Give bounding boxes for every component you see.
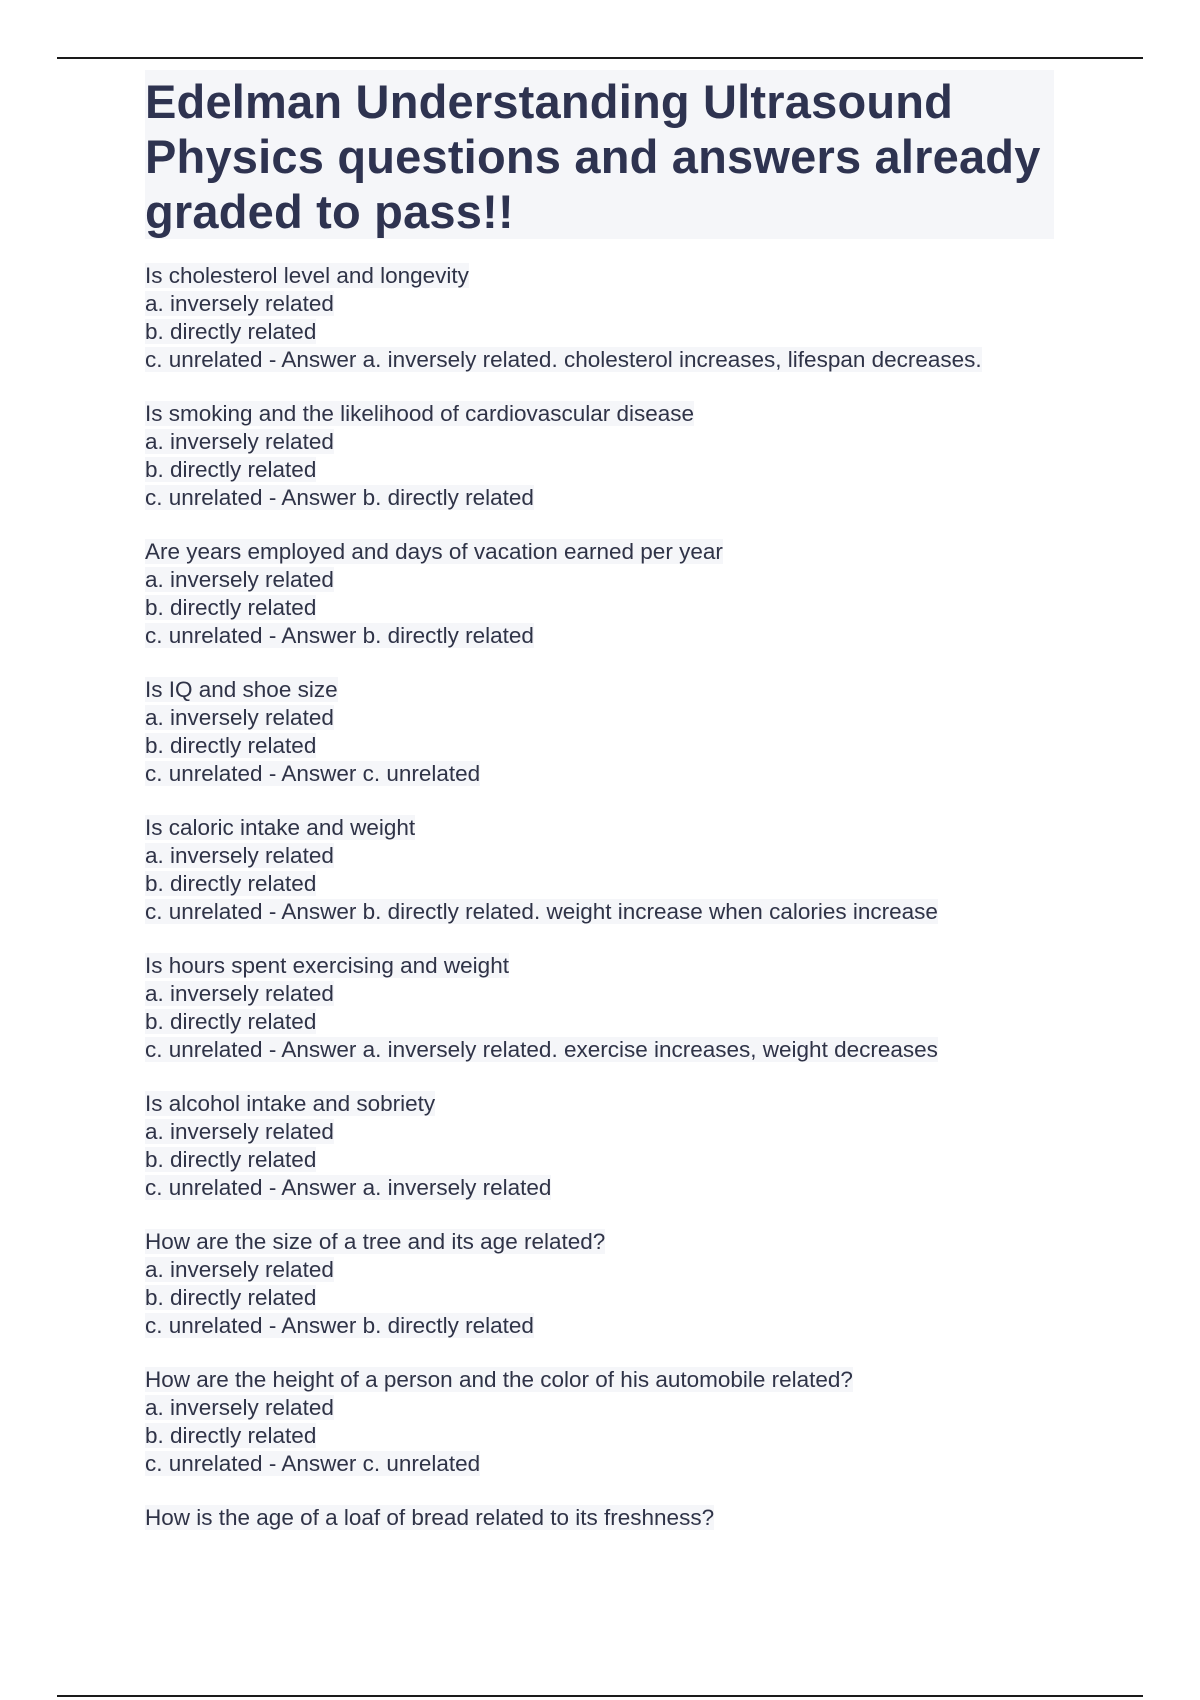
option-c-answer: c. unrelated - Answer a. inversely related. cholesterol increases, lifespan decreases. [145,347,982,372]
question-text: Are years employed and days of vacation earned per year [145,539,723,564]
option-a: a. inversely related [145,705,334,730]
question-text: Is alcohol intake and sobriety [145,1091,436,1116]
question-item [145,1228,1075,1340]
option-b: b. directly related [145,319,317,344]
top-divider [57,57,1143,59]
option-b: b. directly related [145,457,317,482]
option-a: a. inversely related [145,981,334,1006]
option-b: b. directly related [145,733,317,758]
question-item [145,400,1075,512]
question-item [145,952,1075,1064]
question-item [145,538,1075,650]
option-b: b. directly related [145,1147,317,1172]
option-c-answer: c. unrelated - Answer c. unrelated [145,1451,481,1476]
question-list [145,262,1075,1532]
option-c-answer: c. unrelated - Answer b. directly related [145,623,534,648]
question-text: Is caloric intake and weight [145,815,416,840]
question-text: How are the height of a person and the color of his automobile related? [145,1367,853,1392]
question-item [145,1504,1075,1532]
option-b: b. directly related [145,1009,317,1034]
option-a: a. inversely related [145,1395,334,1420]
option-c-answer: c. unrelated - Answer a. inversely related. exercise increases, weight decreases [145,1037,938,1062]
question-text: Is hours spent exercising and weight [145,953,509,978]
question-text: How are the size of a tree and its age related? [145,1229,606,1254]
option-a: a. inversely related [145,291,334,316]
document-body [145,70,1075,1558]
option-b: b. directly related [145,1285,317,1310]
option-c-answer: c. unrelated - Answer b. directly related [145,1313,534,1338]
option-b: b. directly related [145,1423,317,1448]
question-text: How is the age of a loaf of bread related to its freshness? [145,1505,715,1530]
question-text: Is IQ and shoe size [145,677,338,702]
option-c-answer: c. unrelated - Answer c. unrelated [145,761,481,786]
option-a: a. inversely related [145,1257,334,1282]
document-title: Edelman Understanding Ultrasound Physics questions and answers already graded to pass!! [145,75,1041,238]
option-a: a. inversely related [145,567,334,592]
question-text: Is cholesterol level and longevity [145,263,469,288]
question-item [145,1366,1075,1478]
option-c-answer: c. unrelated - Answer b. directly related [145,485,534,510]
option-c-answer: c. unrelated - Answer a. inversely related [145,1175,552,1200]
option-c-answer: c. unrelated - Answer b. directly related. weight increase when calories increase [145,899,938,924]
option-a: a. inversely related [145,429,334,454]
question-item [145,814,1075,926]
option-a: a. inversely related [145,843,334,868]
bottom-divider [57,1695,1143,1697]
question-item [145,676,1075,788]
title-block [145,70,1054,239]
question-item [145,262,1075,374]
option-b: b. directly related [145,595,317,620]
option-a: a. inversely related [145,1119,334,1144]
question-item [145,1090,1075,1202]
option-b: b. directly related [145,871,317,896]
question-text: Is smoking and the likelihood of cardiovascular disease [145,401,695,426]
